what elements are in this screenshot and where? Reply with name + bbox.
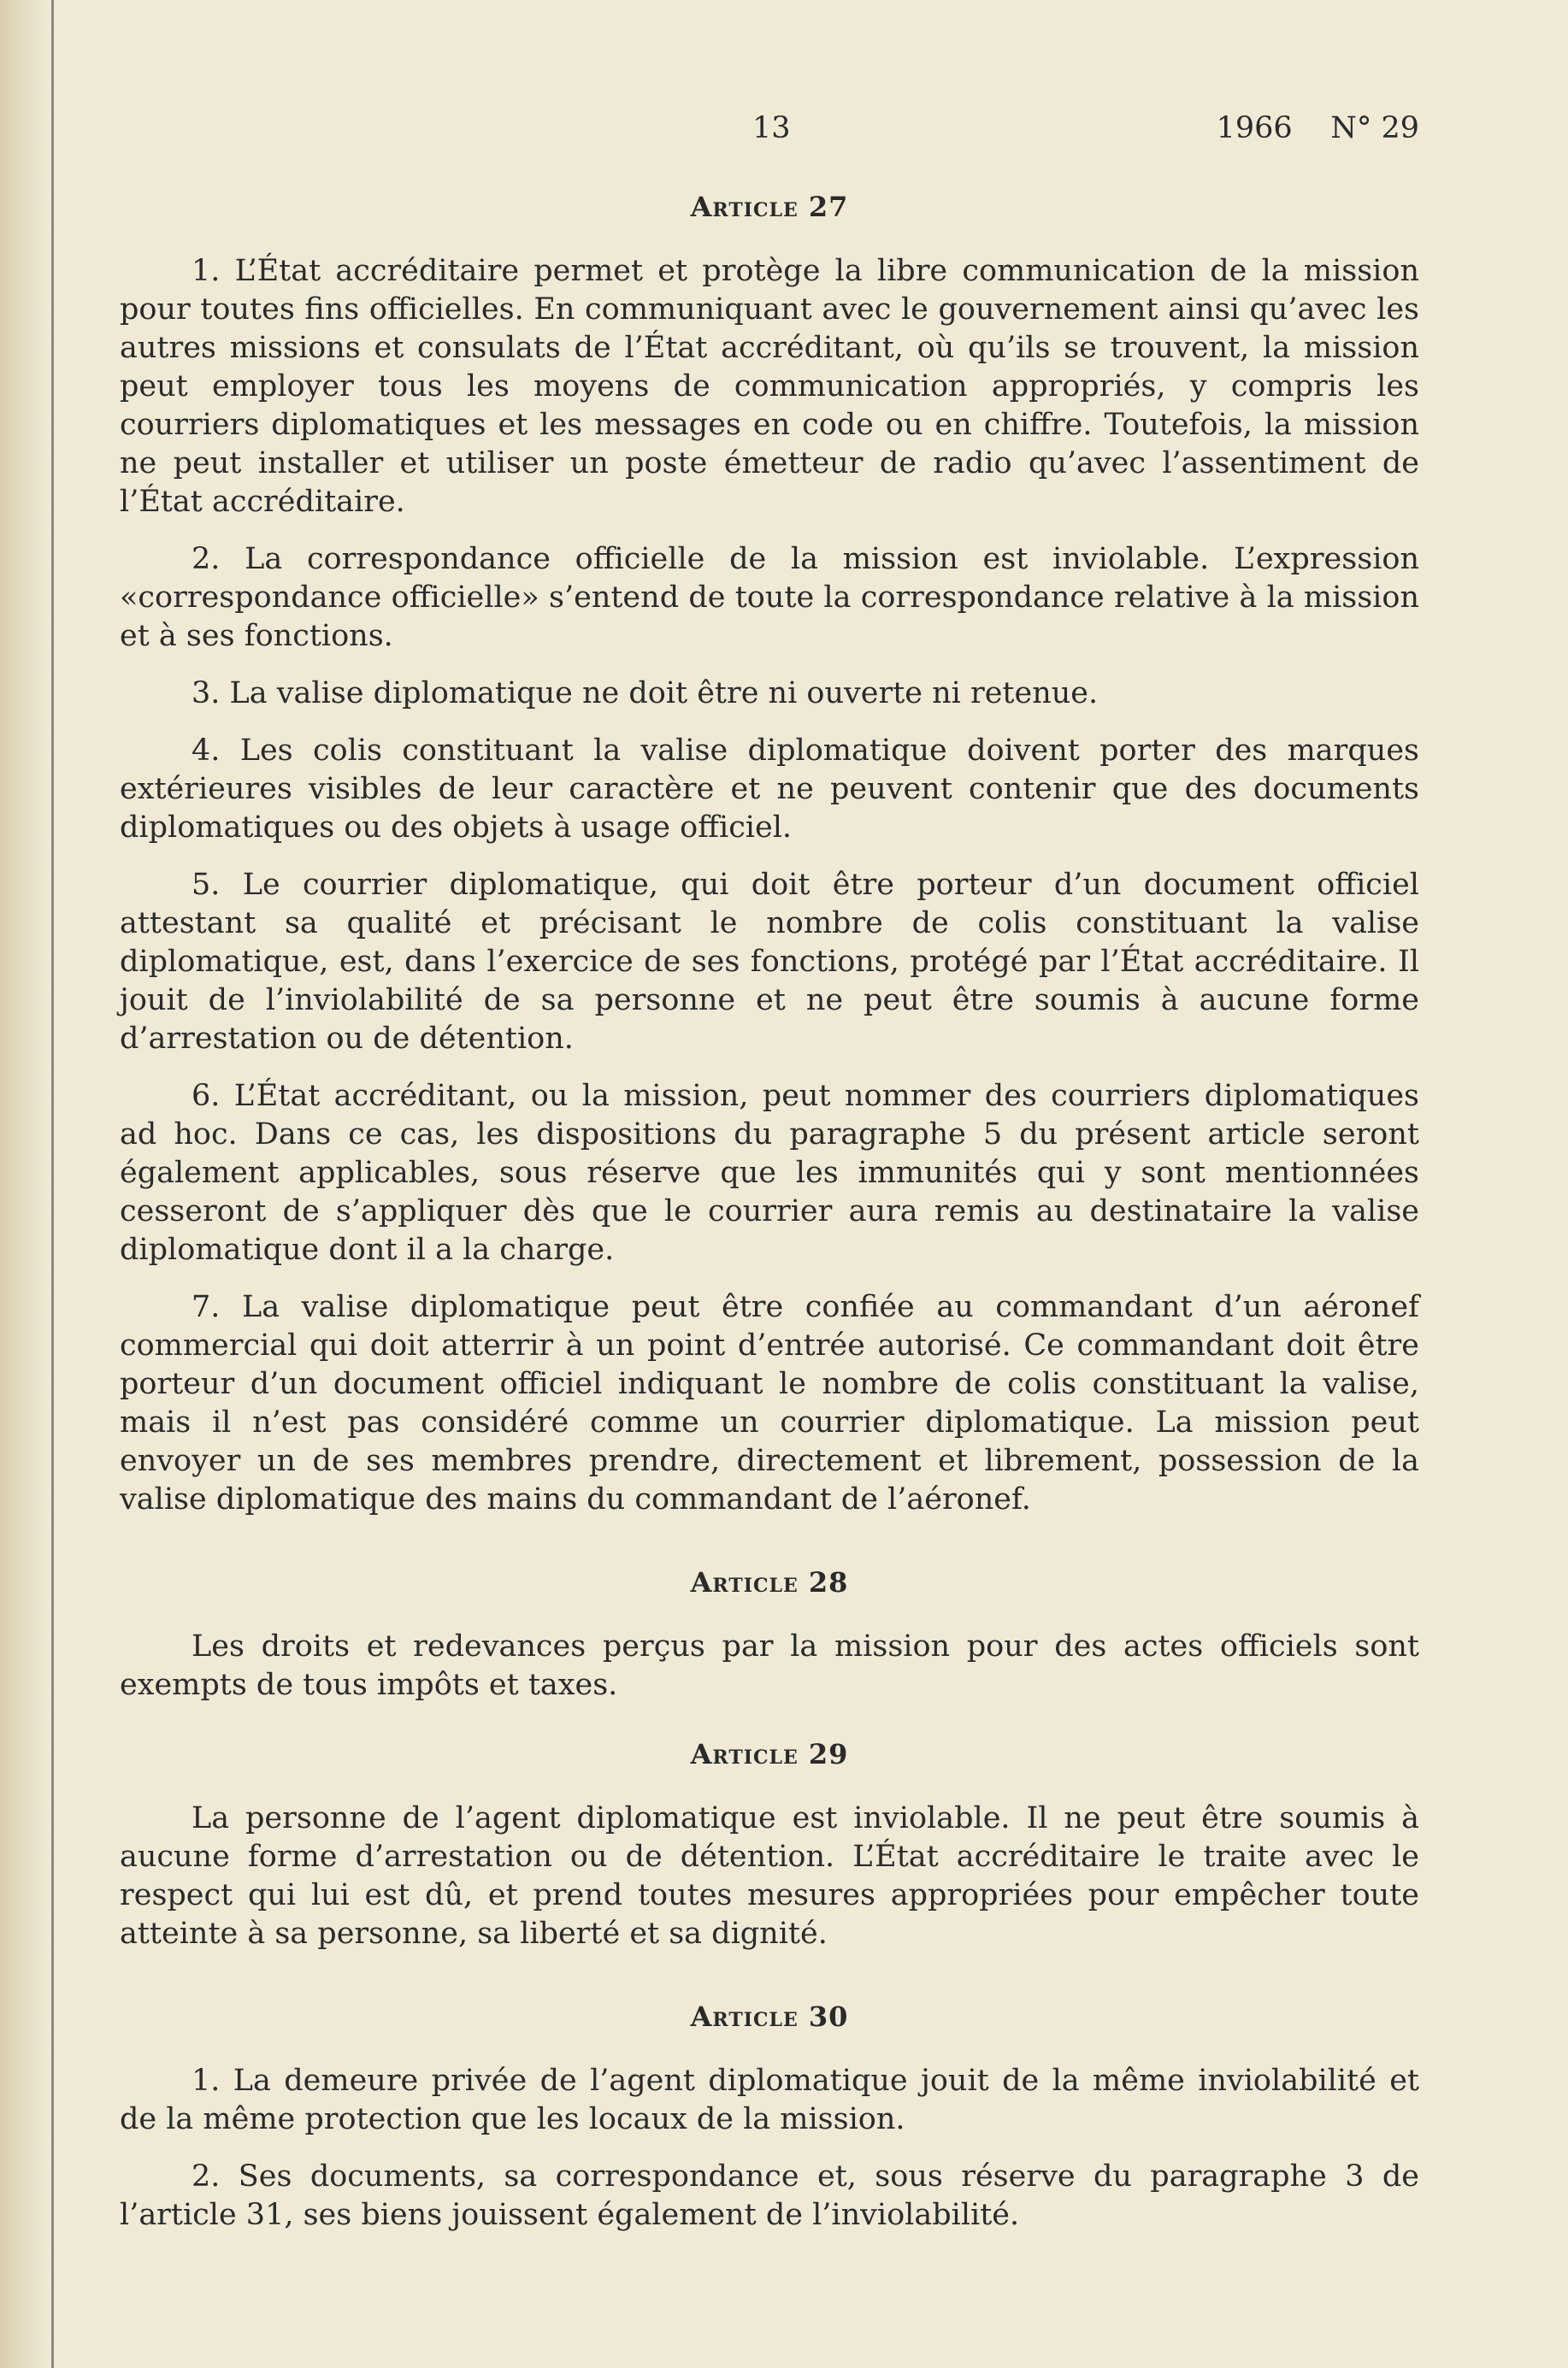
article-27 bbox=[120, 188, 1419, 1519]
article-title: Article 30 bbox=[690, 2000, 849, 2033]
paragraph: 4. Les colis constituant la valise diplomatique doivent porter des marques extérieures visibles de leur caractère et ne peuvent contenir que des documents diplomatiques ou des objets à usage officiel. bbox=[120, 733, 1419, 845]
paragraph: 2. Ses documents, sa correspondance et, sous réserve du paragraphe 3 de l’article 31, ses biens jouissent également de l’inviolabilité. bbox=[120, 2159, 1419, 2232]
paragraph: 6. L’État accréditant, ou la mission, peut nommer des courriers diplomatiques ad hoc. Dans ce cas, les dispositions du paragraphe 5 du présent article seront également applicables, sous réserve que les immunités qui y sont mentionnées cesseront de s’appliquer dès que le courrier aura remis au destinataire la valise diplomatique dont il a la charge. bbox=[120, 1079, 1419, 1267]
page-header bbox=[120, 111, 1419, 162]
page-edge bbox=[0, 0, 53, 2368]
paragraph: 2. La correspondance officielle de la mission est inviolable. L’expression «correspondance officielle» s’entend de toute la correspondance relative à la mission et à ses fonctions. bbox=[120, 542, 1419, 653]
article-title: Article 27 bbox=[690, 191, 849, 223]
paragraph: 5. Le courrier diplomatique, qui doit être porteur d’un document officiel attestant sa qualité et précisant le nombre de colis constituant la valise diplomatique, est, dans l’exercice de ses fonctions, protégé par l’État accréditaire. Il jouit de l’inviolabilité de sa personne et ne peut être soumis à aucune forme d’arrestation ou de détention. bbox=[120, 868, 1419, 1056]
article-29 bbox=[120, 1735, 1419, 1953]
paragraph: 7. La valise diplomatique peut être confiée au commandant d’un aéronef commercial qui doit atterrir à un point d’entrée autorisé. Ce commandant doit être porteur d’un document officiel indiquant le nombre de colis constituant la valise, mais il n’est pas considéré comme un courrier diplomatique. La mission peut envoyer un de ses membres prendre, directement et librement, possession de la valise diplomatique des mains du commandant de l’aéronef. bbox=[120, 1290, 1419, 1517]
paragraph: Les droits et redevances perçus par la mission pour des actes officiels sont exempts de tous impôts et taxes. bbox=[120, 1629, 1419, 1702]
year-number: 1966 N° 29 bbox=[1216, 111, 1419, 145]
article-title: Article 29 bbox=[690, 1738, 849, 1770]
page-number: 13 bbox=[752, 111, 791, 145]
article-28 bbox=[120, 1564, 1419, 1705]
document-body bbox=[120, 188, 1419, 2279]
article-30 bbox=[120, 1998, 1419, 2235]
paragraph: 3. La valise diplomatique ne doit être ni ouverte ni retenue. bbox=[192, 676, 1099, 710]
paragraph: 1. La demeure privée de l’agent diplomatique jouit de la même inviolabilité et de la même protection que les locaux de la mission. bbox=[120, 2064, 1419, 2136]
paragraph: 1. L’État accréditaire permet et protège la libre communication de la mission pour toutes fins officielles. En communiquant avec le gouvernement ainsi qu’avec les autres missions et consulats de l’État accréditant, où qu’ils se trouvent, la mission peut employer tous les moyens de communication appropriés, y compris les courriers diplomatiques et les messages en code ou en chiffre. Toutefois, la mission ne peut installer et utiliser un poste émetteur de radio qu’avec l’assentiment de l’État accréditaire. bbox=[120, 254, 1419, 519]
paragraph: La personne de l’agent diplomatique est inviolable. Il ne peut être soumis à aucune forme d’arrestation ou de détention. L’État accréditaire le traite avec le respect qui lui est dû, et prend toutes mesures appropriées pour empêcher toute atteinte à sa personne, sa liberté et sa dignité. bbox=[120, 1801, 1419, 1951]
article-title: Article 28 bbox=[690, 1566, 849, 1599]
binding-line bbox=[51, 0, 54, 2368]
